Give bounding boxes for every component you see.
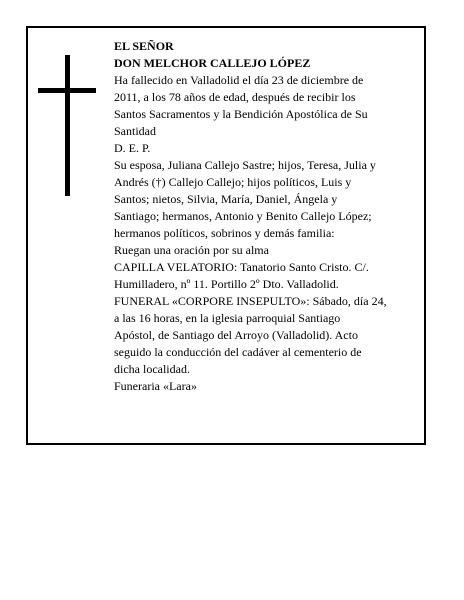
cross-vertical-bar: [65, 55, 70, 196]
funeral-home-line: Funeraria «Lara»: [114, 379, 197, 393]
latin-cross-icon: [38, 55, 96, 196]
deceased-name: DON MELCHOR CALLEJO LÓPEZ: [114, 56, 311, 70]
family-line: Andrés (†) Callejo Callejo; hijos políticos, Luis y: [114, 175, 352, 189]
funeral-line: FUNERAL «CORPORE INSEPULTO»: Sábado, día 24,: [114, 294, 387, 308]
family-line: Santos; nietos, Silvia, María, Daniel, Ángela y: [114, 192, 338, 206]
wake-chapel-line: CAPILLA VELATORIO: Tanatorio Santo Cristo. C/.: [114, 260, 369, 274]
deceased-title: EL SEÑOR: [114, 39, 174, 53]
body-line: Ha fallecido en Valladolid el día 23 de diciembre de: [114, 73, 364, 87]
funeral-line: dicha localidad.: [114, 362, 190, 376]
wake-chapel-line: Humilladero, nº 11. Portillo 2º Dto. Valladolid.: [114, 277, 339, 291]
body-line: Santos Sacramentos y la Bendición Apostólica de Su: [114, 107, 368, 121]
family-line: Su esposa, Juliana Callejo Sastre; hijos, Teresa, Julia y: [114, 158, 376, 172]
family-line: hermanos políticos, sobrinos y demás familia:: [114, 226, 335, 240]
body-line: 2011, a los 78 años de edad, después de recibir los: [114, 90, 356, 104]
cross-horizontal-bar: [38, 88, 96, 93]
rest-in-peace-line: D. E. P.: [114, 141, 151, 155]
obituary-text: [114, 38, 414, 395]
body-line: Santidad: [114, 124, 156, 138]
prayer-request-line: Ruegan una oración por su alma: [114, 243, 269, 257]
funeral-line: Apóstol, de Santiago del Arroyo (Valladolid). Acto: [114, 328, 358, 342]
family-line: Santiago; hermanos, Antonio y Benito Callejo López;: [114, 209, 372, 223]
funeral-line: a las 16 horas, en la iglesia parroquial Santiago: [114, 311, 341, 325]
funeral-line: seguido la conducción del cadáver al cementerio de: [114, 345, 362, 359]
